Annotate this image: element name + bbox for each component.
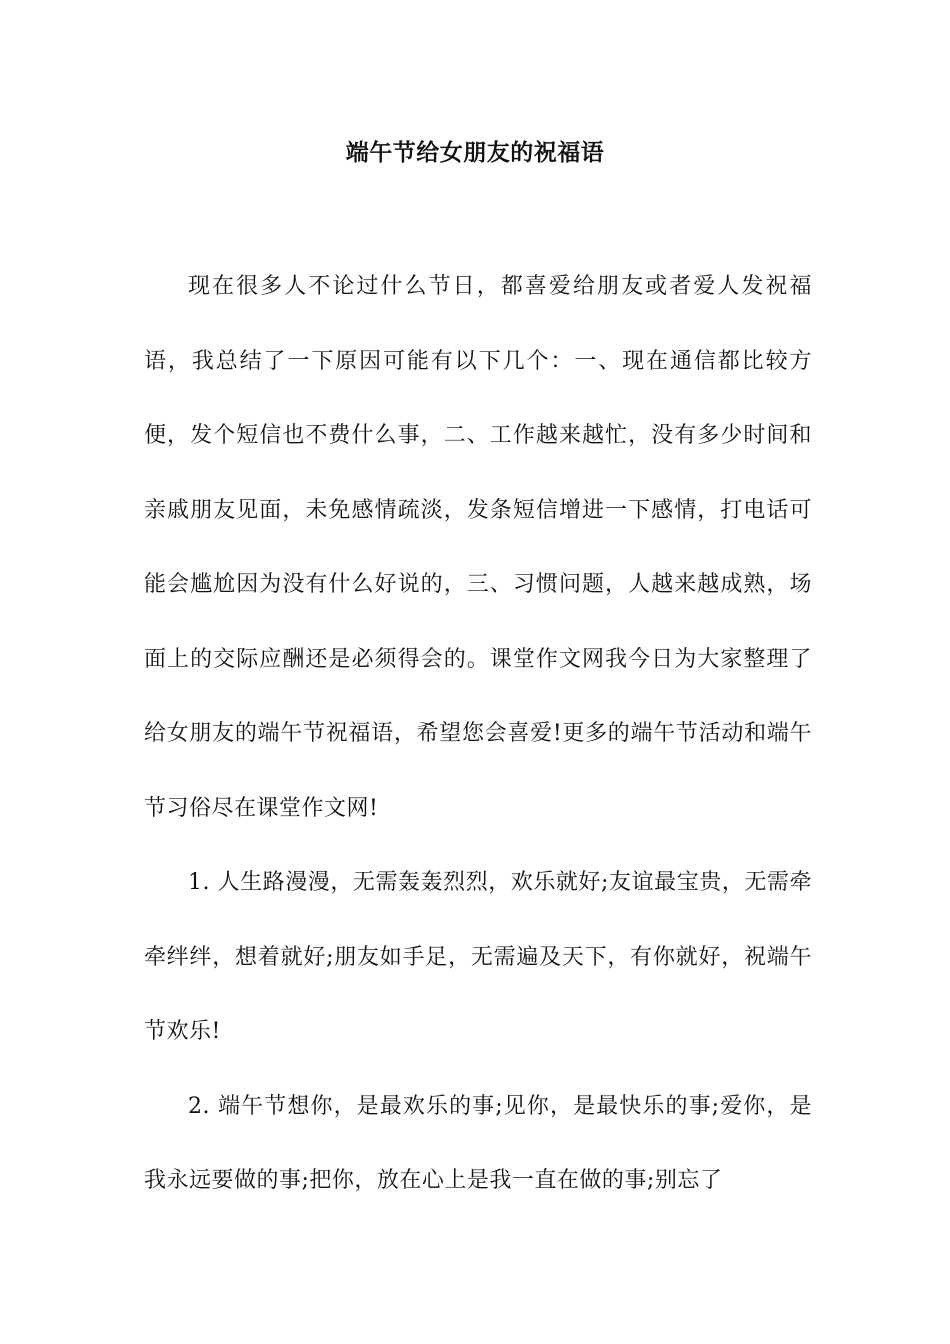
- document-title: 端午节给女朋友的祝福语: [345, 139, 605, 166]
- blessing-item-1: 1. 人生路漫漫，无需轰轰烈烈，欢乐就好;友谊最宝贵，无需牵牵绊绊，想着就好;朋友如手足，无需遍及天下，有你就好，祝端午节欢乐!: [144, 870, 812, 1044]
- intro-paragraph: 现在很多人不论过什么节日，都喜爱给朋友或者爱人发祝福语，我总结了一下原因可能有以下几个：一、现在通信都比较方便，发个短信也不费什么事，二、工作越来越忙，没有多少时间和亲戚朋友见面，未免感情疏淡，发条短信增进一下感情，打电话可能会尴尬因为没有什么好说的，三、习惯问题，人越来越成熟，场面上的交际应酬还是必须得会的。课堂作文网我今日为大家整理了给女朋友的端午节祝福语，希望您会喜爱!更多的端午节活动和端午节习俗尽在课堂作文网!: [144, 274, 812, 821]
- document-body: [144, 250, 812, 1219]
- blessing-item-2: 2. 端午节想你，是最欢乐的事;见你，是最快乐的事;爱你，是我永远要做的事;把你，放在心上是我一直在做的事;别忘了: [144, 1093, 812, 1193]
